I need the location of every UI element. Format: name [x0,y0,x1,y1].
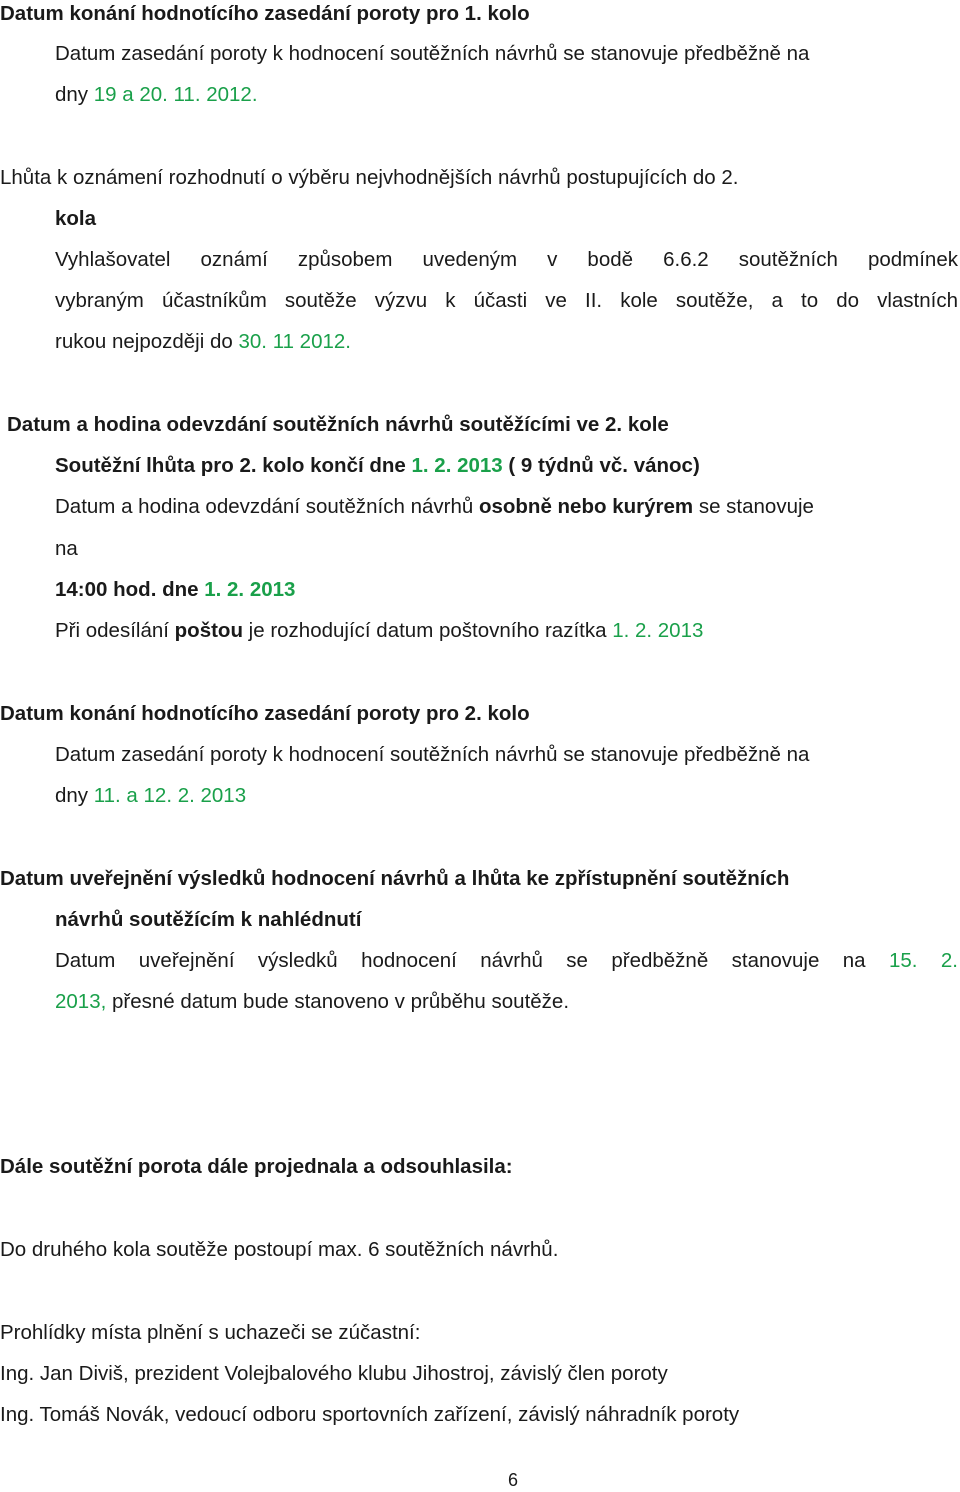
date-value: 1. 2. 2013 [612,619,704,642]
submission-text-2: na [55,537,78,560]
time-label: 14:00 hod. dne [55,578,205,601]
text-part: Datum uveřejnění výsledků hodnocení návrhů se předběžně stanovuje na [55,949,889,972]
text-part: se stanovuje [693,495,814,518]
round1-meeting-text: Datum zasedání poroty k hodnocení soutěžních návrhů se stanovuje předběžně na [55,42,810,65]
round2-meeting-text: Datum zasedání poroty k hodnocení soutěžních návrhů se stanovuje předběžně na [55,743,810,766]
label-dny: dny [55,83,94,106]
site-visit-text: Prohlídky místa plnění s uchazeči se zúčastní: [0,1321,421,1344]
heading-selection-deadline: Lhůta k oznámení rozhodnutí o výběru nejvhodnějších návrhů postupujících do 2. [0,166,739,189]
site-visit-person-1: Ing. Jan Diviš, prezident Volejbalového klubu Jihostroj, závislý člen poroty [0,1362,668,1385]
deadline-note: ( 9 týdnů vč. vánoc) [502,454,700,477]
page-number: 6 [507,1470,518,1490]
emphasis: poštou [174,619,243,642]
submission-text-1 [55,495,814,519]
label-dny: dny [55,784,94,807]
round1-meeting-dates [55,83,258,107]
date-value: 19 a 20. 11. 2012. [93,83,258,106]
results-text-2 [55,990,569,1014]
selection-text-3 [55,330,351,354]
submission-deadline [55,454,700,478]
submission-post [55,619,703,643]
date-value: 2013, [55,990,107,1013]
results-text-1 [55,949,958,973]
date-value: 1. 2. 2013 [204,578,296,601]
deadline-label: rukou nejpozději do [55,330,239,353]
date-value: 11. a 12. 2. 2013 [93,784,247,807]
emphasis: osobně nebo kurýrem [478,495,694,518]
date-value: 1. 2. 2013 [411,454,503,477]
heading-results-cont: návrhů soutěžícím k nahlédnutí [55,908,362,931]
round2-advance-text: Do druhého kola soutěže postoupí max. 6 soutěžních návrhů. [0,1238,559,1261]
deadline-label: Soutěžní lhůta pro 2. kolo končí dne [55,454,412,477]
heading-round2-jury-meeting: Datum konání hodnotícího zasedání poroty pro 2. kolo [0,702,530,725]
text-part: Při odesílání [55,619,175,642]
text-part: Datum a hodina odevzdání soutěžních návrhů [55,495,479,518]
submission-time [55,578,295,602]
text-part: je rozhodující datum poštovního razítka [242,619,613,642]
site-visit-person-2: Ing. Tomáš Novák, vedoucí odboru sportovních zařízení, závislý náhradník poroty [0,1403,740,1426]
selection-text-1: Vyhlašovatel oznámí způsobem uvedeným v bodě 6.6.2 soutěžních podmínek [55,248,958,271]
selection-text-2: vybraným účastníkům soutěže výzvu k účasti ve II. kole soutěže, a to do vlastních [55,289,958,312]
round2-meeting-dates [55,784,246,808]
heading-selection-deadline-cont: kola [55,207,97,230]
date-value: 30. 11 2012. [238,330,351,353]
text-part: přesné datum bude stanoveno v průběhu soutěže. [106,990,570,1013]
heading-jury-agreed: Dále soutěžní porota dále projednala a odsouhlasila: [0,1155,513,1178]
heading-submission: Datum a hodina odevzdání soutěžních návrhů soutěžícími ve 2. kole [7,413,669,436]
heading-round1-jury-meeting: Datum konání hodnotícího zasedání poroty pro 1. kolo [0,2,530,25]
heading-results: Datum uveřejnění výsledků hodnocení návrhů a lhůta ke zpřístupnění soutěžních [0,867,790,890]
date-value: 15. 2. [889,949,958,972]
